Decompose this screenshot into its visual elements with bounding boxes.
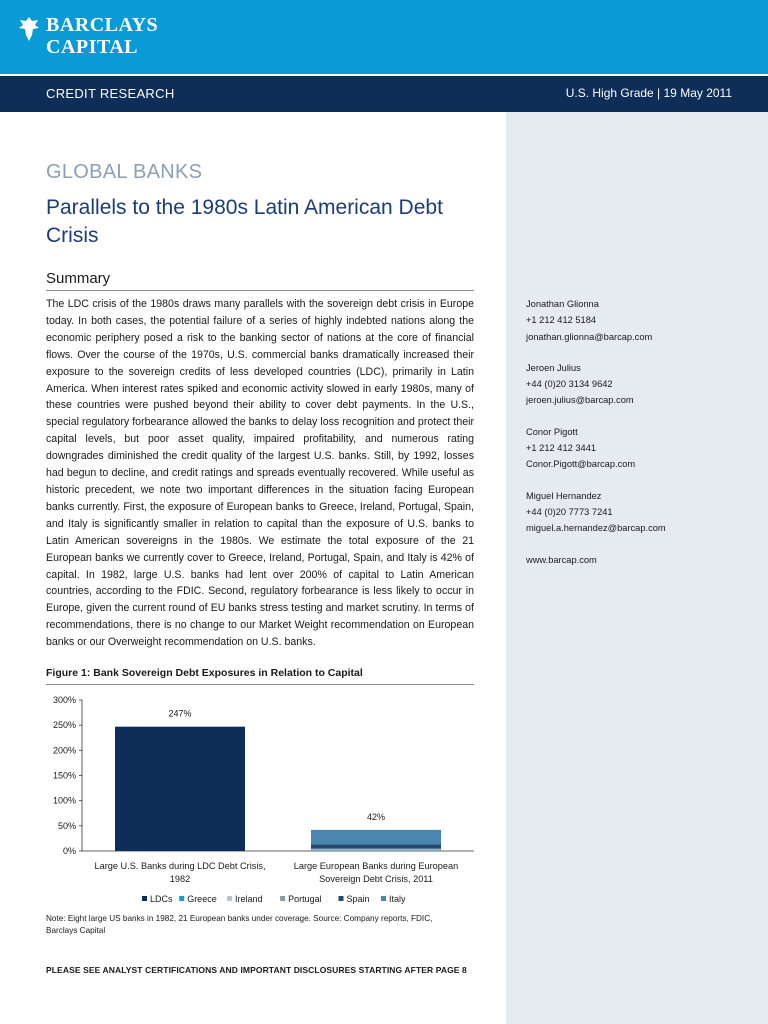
contact-card xyxy=(526,296,666,345)
contact-email[interactable]: miguel.a.hernandez@barcap.com xyxy=(526,523,666,534)
legend-label: Italy xyxy=(389,894,406,904)
barclays-logo[interactable] xyxy=(18,14,158,58)
contact-phone: +44 (0)20 3134 9642 xyxy=(526,379,613,390)
legend-label: Spain xyxy=(346,894,370,904)
website-link[interactable]: www.barcap.com xyxy=(526,554,597,565)
category-label: Large European Banks during European xyxy=(293,861,459,871)
y-tick-label: 200% xyxy=(52,745,76,756)
bar-segment-portugal xyxy=(311,848,441,849)
sidebar-panel xyxy=(506,112,768,1024)
y-tick-label: 0% xyxy=(62,846,76,856)
bar-segment-greece xyxy=(311,850,441,851)
contact-email[interactable]: Conor.Pigott@barcap.com xyxy=(526,459,636,470)
y-tick-label: 100% xyxy=(52,795,76,806)
figure-divider xyxy=(46,684,474,685)
legend-swatch xyxy=(179,896,184,901)
report-info: U.S. High Grade | 19 May 2011 xyxy=(565,86,732,100)
category-label: Large U.S. Banks during LDC Debt Crisis, xyxy=(94,861,266,871)
y-tick-label: 250% xyxy=(52,720,76,731)
bar-segment-italy xyxy=(311,830,441,845)
legend-label: Ireland xyxy=(235,894,263,904)
brand-line-2: CAPITAL xyxy=(46,36,139,58)
legend-swatch xyxy=(280,896,285,901)
category-label: 1982 xyxy=(169,874,191,884)
summary-text: The LDC crisis of the 1980s draws many parallels with the sovereign debt crisis in Europe today. In both cases, the potential failure of a series of highly indebted nations along the economic periphery posed a risk to the banking sector of nations at the core of financial flows. Over the course of the 1970s, U.S. commercial banks dramatically increased their exposure to the sovereign credits of less developed countries (LDC), primarily in Latin America. When interest rates spiked and economic activity slowed in early 1980s, many of these countries were pushed beyond their ability to cover debt payments. In the U.S., special regulatory forbearance allowed the banks to delay loss recognition and protect their capital levels, but poor asset quality, impaired profitability, and numerous rating downgrades diminished the credit quality of the largest U.S. banks. Still, by 1992, losses had begun to decline, and credit ratings and spreads eventually recovered. While useful as historic precedent, we note two important differences in the situation facing European banks currently. First, the exposure of European banks to Greece, Ireland, Portugal, Spain, and Italy is significantly smaller in relation to capital than the exposure of U.S. banks to Latin American sovereigns in the 1980s. We estimate the total exposure of the 21 European banks we currently cover to Greece, Ireland, Portugal, Spain, and Italy is 42% of capital. In 1982, large U.S. banks had lent over 200% of capital to Latin American countries, according to the FDIC. Second, regulatory forbearance is less likely to occur in Europe, given the current round of EU banks stress testing and market scrutiny. In terms of recommendations, there is no change to our Market Weight recommendation on European banks or our Overweight recommendation on U.S. banks. xyxy=(46,298,474,649)
legend-swatch xyxy=(339,896,344,901)
legend-swatch xyxy=(227,896,232,901)
contact-name: Miguel Hernandez xyxy=(526,490,602,501)
section-bar xyxy=(0,74,768,112)
legend-label: Greece xyxy=(187,894,217,904)
analyst-contacts xyxy=(526,296,666,568)
bar-segment-spain xyxy=(311,844,441,848)
contact-card xyxy=(526,424,666,473)
bar-segment-ldcs xyxy=(115,727,245,851)
section-label: CREDIT RESEARCH xyxy=(46,86,175,101)
contact-card xyxy=(526,360,666,409)
exposure-bar-chart xyxy=(46,690,476,910)
legend-swatch xyxy=(142,896,147,901)
brand-line-1: BARCLAYS xyxy=(46,14,159,36)
article-kicker: GLOBAL BANKS xyxy=(46,161,203,183)
y-tick-label: 150% xyxy=(52,770,76,781)
contact-email[interactable]: jonathan.glionna@barcap.com xyxy=(526,331,653,342)
y-tick-label: 50% xyxy=(57,820,76,831)
eagle-icon xyxy=(18,16,40,42)
contact-phone: +1 212 412 3441 xyxy=(526,443,597,454)
contact-phone: +1 212 412 5184 xyxy=(526,315,597,326)
legend-label: LDCs xyxy=(150,894,173,904)
contact-name: Conor Pigott xyxy=(526,426,578,437)
contact-email[interactable]: jeroen.julius@barcap.com xyxy=(526,395,634,406)
bar-data-label: 247% xyxy=(168,708,192,719)
contact-name: Jonathan Glionna xyxy=(526,299,599,309)
bar-segment-ireland xyxy=(311,849,441,850)
contact-phone: +44 (0)20 7773 7241 xyxy=(526,506,613,517)
article-title: Parallels to the 1980s Latin American Debt Crisis xyxy=(46,196,443,247)
section-heading: Summary xyxy=(46,270,111,287)
figure-title: Figure 1: Bank Sovereign Debt Exposures in Relation to Capital xyxy=(46,667,363,679)
legend-swatch xyxy=(381,896,386,901)
figure-note: Note: Eight large US banks in 1982, 21 European banks under coverage. Source: Company reports, FDIC, Barclays Capital xyxy=(46,914,433,935)
disclosure-footer: PLEASE SEE ANALYST CERTIFICATIONS AND IMPORTANT DISCLOSURES STARTING AFTER PAGE 8 xyxy=(46,965,467,975)
section-divider xyxy=(46,290,474,291)
y-tick-label: 300% xyxy=(52,695,76,705)
contact-card xyxy=(526,488,666,537)
bar-data-label: 42% xyxy=(366,811,386,822)
legend-label: Portugal xyxy=(288,894,322,904)
top-banner xyxy=(0,0,768,74)
category-label: Sovereign Debt Crisis, 2011 xyxy=(319,874,433,884)
contact-name: Jeroen Julius xyxy=(526,362,581,373)
